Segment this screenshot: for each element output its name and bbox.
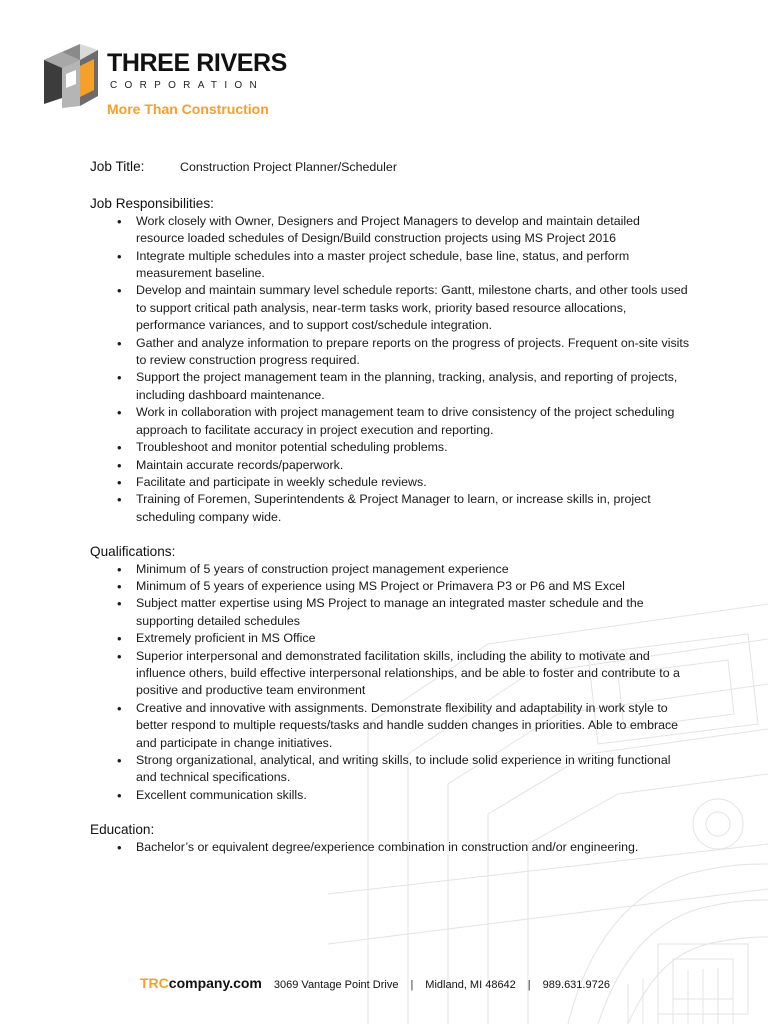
qualifications-heading: Qualifications: <box>90 544 176 560</box>
list-item: • Gather and analyze information to prepare reports on the progress of projects. Frequent on-site visits to review construction progress required. <box>117 335 690 370</box>
list-item: • Maintain accurate records/paperwork. <box>117 457 690 474</box>
list-item: • Training of Foremen, Superintendents & Project Manager to learn, or increase skills in, project scheduling company wide. <box>117 491 690 526</box>
list-item: • Extremely proficient in MS Office <box>117 630 690 647</box>
street-address: 3069 Vantage Point Drive <box>273 979 399 991</box>
list-item: • Troubleshoot and monitor potential scheduling problems. <box>117 439 690 456</box>
list-item: • Support the project management team in the planning, tracking, analysis, and reporting of projects, including dashboard maintenance. <box>117 369 690 404</box>
list-item: • Minimum of 5 years of experience using MS Project or Primavera P3 or P6 and MS Excel <box>117 578 690 595</box>
company-subtitle: CORPORATION <box>110 80 265 91</box>
job-description <box>90 158 690 856</box>
job-title-row <box>90 158 690 176</box>
education-section <box>90 821 690 856</box>
list-item: • Bachelor’s or equivalent degree/experience combination in construction and/or engineering. <box>117 839 690 856</box>
education-list <box>90 839 690 856</box>
website-logo-rest: company.com <box>168 975 262 991</box>
job-title-value: Construction Project Planner/Scheduler <box>180 160 397 174</box>
phone-number: 989.631.9726 <box>542 979 610 991</box>
list-item: • Strong organizational, analytical, and writing skills, to include solid experience in writing functional and technical specifications. <box>117 752 690 787</box>
website-link[interactable] <box>140 975 262 991</box>
list-item: • Work in collaboration with project management team to drive consistency of the project scheduling approach to facilitate accuracy in project execution and reporting. <box>117 404 690 439</box>
city-state-zip: Midland, MI 48642 <box>425 979 516 991</box>
letterhead <box>40 38 340 128</box>
job-title-label: Job Title: <box>90 159 145 174</box>
responsibilities-section <box>90 195 690 526</box>
qualifications-list <box>90 561 690 805</box>
website-logo-accent: TRC <box>140 975 169 991</box>
qualifications-section <box>90 543 690 804</box>
list-item: • Facilitate and participate in weekly schedule reviews. <box>117 474 690 491</box>
responsibilities-heading: Job Responsibilities: <box>90 196 214 212</box>
list-item: • Work closely with Owner, Designers and Project Managers to develop and maintain detailed resource loaded schedules of Design/Build construction projects using MS Project 2016 <box>117 213 690 248</box>
list-item: • Superior interpersonal and demonstrated facilitation skills, including the ability to motivate and influence others, build effective interpersonal relationships, and be able to foster and contribute to a positive and productive team environment <box>117 648 690 700</box>
list-item: • Subject matter expertise using MS Project to manage an integrated master schedule and the supporting detailed schedules <box>117 595 690 630</box>
company-name: THREE RIVERS <box>107 49 287 77</box>
company-tagline: More Than Construction <box>107 101 269 117</box>
responsibilities-list <box>90 213 690 526</box>
list-item: • Integrate multiple schedules into a master project schedule, base line, status, and perform measurement baseline. <box>117 248 690 283</box>
list-item: • Creative and innovative with assignments. Demonstrate flexibility and adaptability in work style to better respond to multiple requests/tasks and handle sudden changes in priorities. Able to embrace and participate in change initiatives. <box>117 700 690 752</box>
contact-footer <box>140 975 700 995</box>
footer-separator: | <box>410 979 414 991</box>
list-item: • Develop and maintain summary level schedule reports: Gantt, milestone charts, and other tools used to support critical path analysis, near-term tasks work, priority based resource allocations, performance variances, and to support cost/schedule integration. <box>117 282 690 334</box>
three-rivers-cube-logo-icon <box>40 40 102 108</box>
education-heading: Education: <box>90 822 155 838</box>
list-item: • Excellent communication skills. <box>117 787 690 804</box>
footer-separator: | <box>527 979 531 991</box>
list-item: • Minimum of 5 years of construction project management experience <box>117 561 690 578</box>
